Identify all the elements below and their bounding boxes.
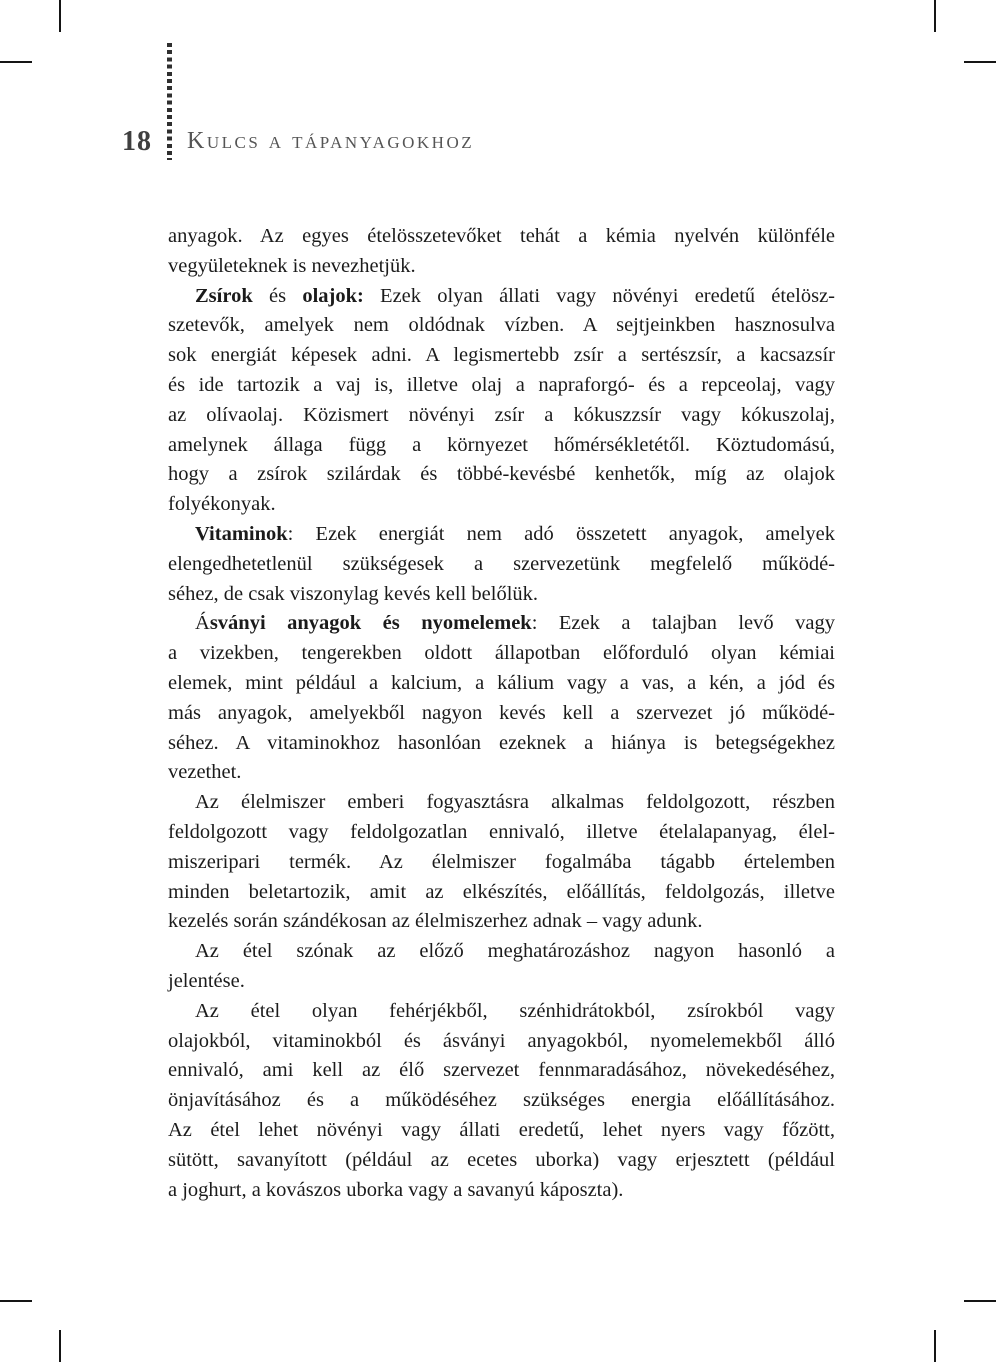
- text-line: [168, 311, 835, 341]
- crop-mark-top-left-vertical: [59, 0, 61, 32]
- text-segment: ennivaló, ami kell az élő szervezet fennmaradásához, növekedéséhez,: [168, 1059, 835, 1082]
- text-line: [168, 1146, 835, 1176]
- text-line: [168, 1086, 835, 1116]
- bold-text-segment: sványi anyagok és nyomelemek: [209, 612, 532, 635]
- text-line: [168, 520, 835, 550]
- text-line: [168, 669, 835, 699]
- text-segment: elemek, mint például a kalcium, a kálium vagy a vas, a kén, a jód és: [168, 671, 835, 694]
- text-line: [168, 371, 835, 401]
- crop-mark-bottom-right-horizontal: [964, 1300, 996, 1302]
- bold-text-segment: Zsírok: [195, 284, 253, 307]
- text-segment: feldolgozott vagy feldolgozatlan ennivaló, illetve ételalapanyag, élel-: [168, 820, 835, 843]
- body-text: [168, 222, 835, 1205]
- text-line: [168, 1027, 835, 1057]
- crop-mark-bottom-left-vertical: [59, 1330, 61, 1362]
- text-segment: Á: [195, 612, 210, 635]
- text-segment: elengedhetetlenül szükségesek a szervezetünk megfelelő működé-: [168, 552, 835, 575]
- text-line: [168, 758, 835, 788]
- text-line: [168, 609, 835, 639]
- text-segment: amelynek állaga függ a környezet hőmérsékletétől. Köztudomású,: [168, 433, 835, 456]
- text-segment: sütött, savanyított (például az ecetes uborka) vagy erjesztett (például: [168, 1148, 835, 1171]
- text-line: [168, 490, 835, 520]
- crop-mark-bottom-right-vertical: [934, 1330, 936, 1362]
- text-line: [168, 788, 835, 818]
- header-dotted-divider: [167, 43, 172, 160]
- text-segment: séhez. A vitaminokhoz hasonlóan ezeknek a hiánya is betegségekhez: [168, 731, 835, 754]
- text-line: [168, 639, 835, 669]
- text-segment: sok energiát képesek adni. A legismertebb zsír a sertészsír, a kacsazsír: [168, 344, 835, 367]
- bold-text-segment: olajok:: [302, 284, 364, 307]
- text-segment: a vizekben, tengerekben oldott állapotban előforduló olyan kémiai: [168, 642, 835, 665]
- text-segment: más anyagok, amelyekből nagyon kevés kell a szervezet jó működé-: [168, 701, 835, 724]
- text-segment: kezelés során szándékosan az élelmiszerhez adnak – vagy adunk.: [168, 910, 703, 933]
- text-line: [168, 1176, 835, 1206]
- text-segment: : Ezek energiát nem adó összetett anyagok, amelyek: [287, 522, 835, 545]
- text-segment: Az étel olyan fehérjékből, szénhidrátokból, zsírokból vagy: [195, 999, 835, 1022]
- text-segment: miszeripari termék. Az élelmiszer fogalmába tágabb értelemben: [168, 850, 835, 873]
- text-segment: Az étel szónak az előző meghatározáshoz nagyon hasonló a: [195, 940, 835, 963]
- text-line: [168, 401, 835, 431]
- text-line: [168, 341, 835, 371]
- crop-mark-top-left-horizontal: [0, 61, 32, 63]
- text-segment: Ezek olyan állati vagy növényi eredetű ételösz-: [363, 284, 835, 307]
- text-line: [168, 997, 835, 1027]
- text-line: [168, 937, 835, 967]
- text-line: [168, 699, 835, 729]
- text-segment: folyékonyak.: [168, 493, 276, 516]
- text-segment: Az élelmiszer emberi fogyasztásra alkalmas feldolgozott, részben: [195, 791, 835, 814]
- text-line: [168, 282, 835, 312]
- text-segment: önjavításához és a működéséhez szükséges energia előállításához.: [168, 1089, 835, 1112]
- text-line: [168, 878, 835, 908]
- text-segment: vezethet.: [168, 761, 242, 784]
- crop-mark-bottom-left-horizontal: [0, 1300, 32, 1302]
- text-segment: a joghurt, a kovászos uborka vagy a savanyú káposzta).: [168, 1178, 624, 1201]
- crop-mark-top-right-horizontal: [964, 61, 996, 63]
- text-segment: : Ezek a talajban levő vagy: [531, 612, 835, 635]
- text-segment: szetevők, amelyek nem oldódnak vízben. A sejtjeinkben hasznosulva: [168, 314, 835, 337]
- text-line: [168, 550, 835, 580]
- text-segment: olajokból, vitaminokból és ásványi anyagokból, nyomelemekből álló: [168, 1029, 835, 1052]
- text-segment: minden beletartozik, amit az elkészítés, előállítás, feldolgozás, illetve: [168, 880, 835, 903]
- text-segment: és: [252, 284, 303, 307]
- bold-text-segment: Vitaminok: [195, 522, 288, 545]
- text-line: [168, 907, 835, 937]
- text-line: [168, 460, 835, 490]
- text-line: [168, 729, 835, 759]
- text-segment: séhez, de csak viszonylag kevés kell belőlük.: [168, 582, 539, 605]
- text-segment: hogy a zsírok szilárdak és többé-kevésbé kenhetők, míg az olajok: [168, 463, 835, 486]
- text-line: [168, 967, 835, 997]
- text-line: [168, 580, 835, 610]
- crop-mark-top-right-vertical: [934, 0, 936, 32]
- text-segment: az olívaolaj. Közismert növényi zsír a kókuszzsír vagy kókuszolaj,: [168, 403, 835, 426]
- text-line: [168, 252, 835, 282]
- text-line: [168, 431, 835, 461]
- text-line: [168, 222, 835, 252]
- text-line: [168, 848, 835, 878]
- text-segment: Az étel lehet növényi vagy állati eredetű, lehet nyers vagy főzött,: [168, 1118, 835, 1141]
- text-segment: anyagok. Az egyes ételösszetevőket tehát a kémia nyelvén különféle: [168, 225, 835, 247]
- text-segment: jelentése.: [168, 969, 245, 992]
- text-segment: és ide tartozik a vaj is, illetve olaj a napraforgó- és a repceolaj, vagy: [168, 373, 835, 396]
- chapter-title: Kulcs a tápanyagokhoz: [187, 128, 475, 154]
- text-line: [168, 818, 835, 848]
- text-segment: vegyületeknek is nevezhetjük.: [168, 254, 416, 277]
- text-line: [168, 1056, 835, 1086]
- page-number: 18: [122, 126, 152, 157]
- text-line: [168, 1116, 835, 1146]
